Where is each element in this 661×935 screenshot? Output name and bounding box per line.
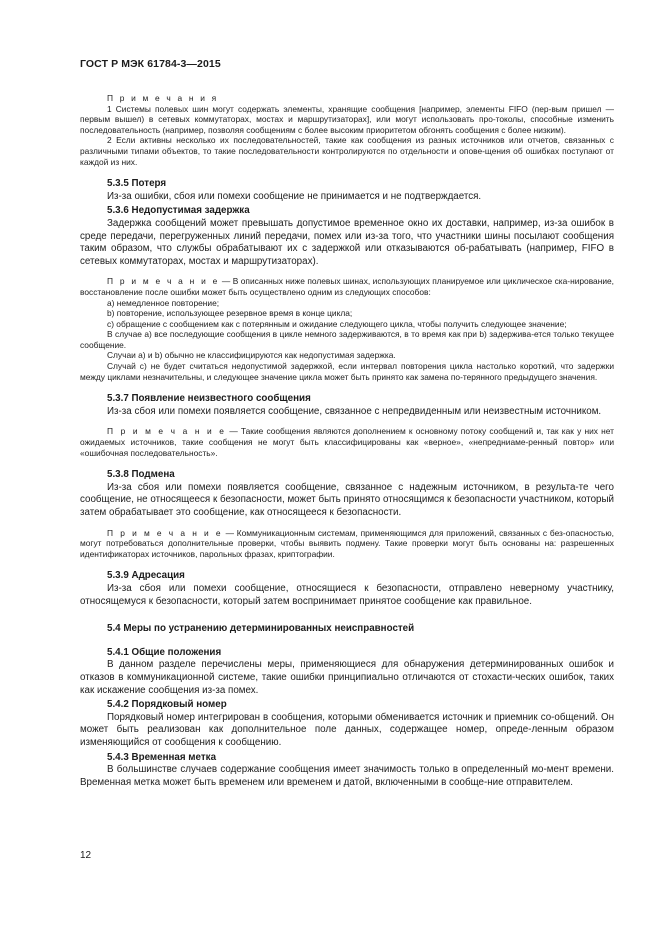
notes-title: П р и м е ч а н и я [107,93,219,103]
note-label: П р и м е ч а н и е [107,426,227,437]
page-content [80,93,614,789]
section-5-3-7-text: Из-за сбоя или помехи появляется сообщение, связанное с непредвиденным или неизвестным источником. [107,405,602,417]
section-5-4-2-heading: 5.4.2 Порядковый номер [107,699,227,711]
list-item-a: а) немедленное повторение; [107,297,220,308]
standard-header: ГОСТ Р МЭК 61784-3—2015 [80,58,221,70]
note-1: 1 Системы полевых шин могут содержать элементы, хранящие сообщения [например, элементы FIFO (пер-вым пришел — первым вышел) в сетевых коммутаторах, мостах и маршрутизаторах], или могут использовать про-токолы, способные изменить последовательность (например, позволяя сообщениям с более высоким приоритетом обгонять сообщения с более низким). [80,103,614,135]
section-5-4-1-heading: 5.4.1 Общие положения [107,646,222,658]
note-text: — Такие сообщения являются дополнением к основному потоку сообщений и, так как у них нет ожидаемых источников, такие сообщения не могут быть классифицированы как «верное», «непредниаме-ренный повтор» или «ошибочная последовательность». [80,426,614,458]
section-5-3-5-heading: 5.3.5 Потеря [107,178,167,190]
section-5-3-6-heading: 5.3.6 Недопустимая задержка [107,205,250,217]
list-item-b: b) повторение, использующее резервное время в конце цикла; [107,308,353,319]
section-5-3-9-heading: 5.3.9 Адресация [107,570,185,582]
note-paragraph-1: В случае а) все последующие сообщения в цикле немного задерживаются, в то время как при b) задержива-ется только текущее сообщение. [80,329,614,350]
section-5-3-7-heading: 5.3.7 Появление неизвестного сообщения [107,393,311,405]
section-5-3-8-note [80,528,614,560]
section-5-3-5-text: Из-за ошибки, сбоя или помехи сообщение не принимается и не подтверждается. [107,190,482,202]
note-text: — В описанных ниже полевых шинах, использующих планируемое или циклическое ска-нирование, восстановление после ошибки может быть осуществлено одним из следующих способов: [80,276,615,297]
section-5-4-1-text: В данном разделе перечислены меры, применяющиеся для обнаружения детерминированных ошибок и отказов в коммуникационной системе, такие ошибки принципиально отличаются от стохасти-ческих ошибок, таких как искажение сообщения из-за помех. [80,659,614,696]
note-label: П р и м е ч а н и е [107,527,223,538]
page-number: 12 [80,850,92,861]
section-5-4-2-text: Порядковый номер интегрирован в сообщения, которыми обменивается источник и приемник со-общений. Он может быть реализован как дополнительное поле данных, содержащее номер, опреде-ленным образом изменяющийся от сообщения к сообщению. [80,711,614,748]
note-paragraph-2: Случаи а) и b) обычно не классифицируются как недопустимая задержка. [107,350,396,361]
note-label: П р и м е ч а н и е [107,276,220,287]
section-5-3-8-text: Из-за сбоя или помехи появляется сообщение, связанное с надежным источником, в результа-те чего сообщение, не относящееся к безопасности, может быть принято относящимся к безопасности участником, который затем обрабатывает это сообщение, как относящееся к безопасности. [80,481,614,518]
list-item-c: с) обращение с сообщением как с потерянным и ожидание следующего цикла, чтобы получить следующее значение; [107,318,567,329]
note-paragraph-3: Случай с) не будет считаться недопустимой задержкой, если интервал повторения цикла настолько короткий, что задержки между циклами незначительны, и следующее значение цикла может быть принято как замена по-терянного предыдущего значения. [80,361,614,382]
section-5-3-7-note [80,426,614,458]
section-5-3-6-text: Задержка сообщений может превышать допустимое временное окно их доставки, например, из-за ошибок в среде передачи, перегруженных линий передачи, помех или из-за того, что участники шины посылают сообщения таким образом, что службы обрабатывают их с задержкой или отказываются об-рабатывать (например, FIFO в сетевых коммутаторах, мостах и маршрутизаторах). [80,217,614,267]
section-5-3-8-heading: 5.3.8 Подмена [107,469,175,481]
section-5-3-9-text: Из-за сбоя или помехи сообщение, относящиеся к безопасности, отправлено неверному участнику, относящемуся к безопасности, который затем воспринимает принятое сообщение как правильное. [80,582,614,607]
note-text: — Коммуникационным системам, применяющимся для приложений, связанных с без-опасностью, могут потребоваться дополнительные проверки, чтобы выявить подмену. Такие проверки могут быть основаны на: разрешенных идентификаторах источников, парольных фразах, криптографии. [80,527,615,559]
section-5-4-3-heading: 5.4.3 Временная метка [107,751,217,763]
section-5-4-heading: 5.4 Меры по устранению детерминированных неисправностей [107,623,415,635]
note-2: 2 Если активны несколько их последовательностей, такие как сообщения из разных источников или отчетов, связанных с различными типами объектов, то такие последовательности контролируются по отдельности и опове-щения об ошибках поступают от каждой из них. [80,135,614,167]
section-5-4-3-text: В большинстве случаев содержание сообщения имеет значимость только в определенный мо-мент времени. Временная метка может быть временем или временем и датой, включенными в сообще-ние отправителем. [80,764,614,788]
section-5-3-6-note [80,276,614,297]
